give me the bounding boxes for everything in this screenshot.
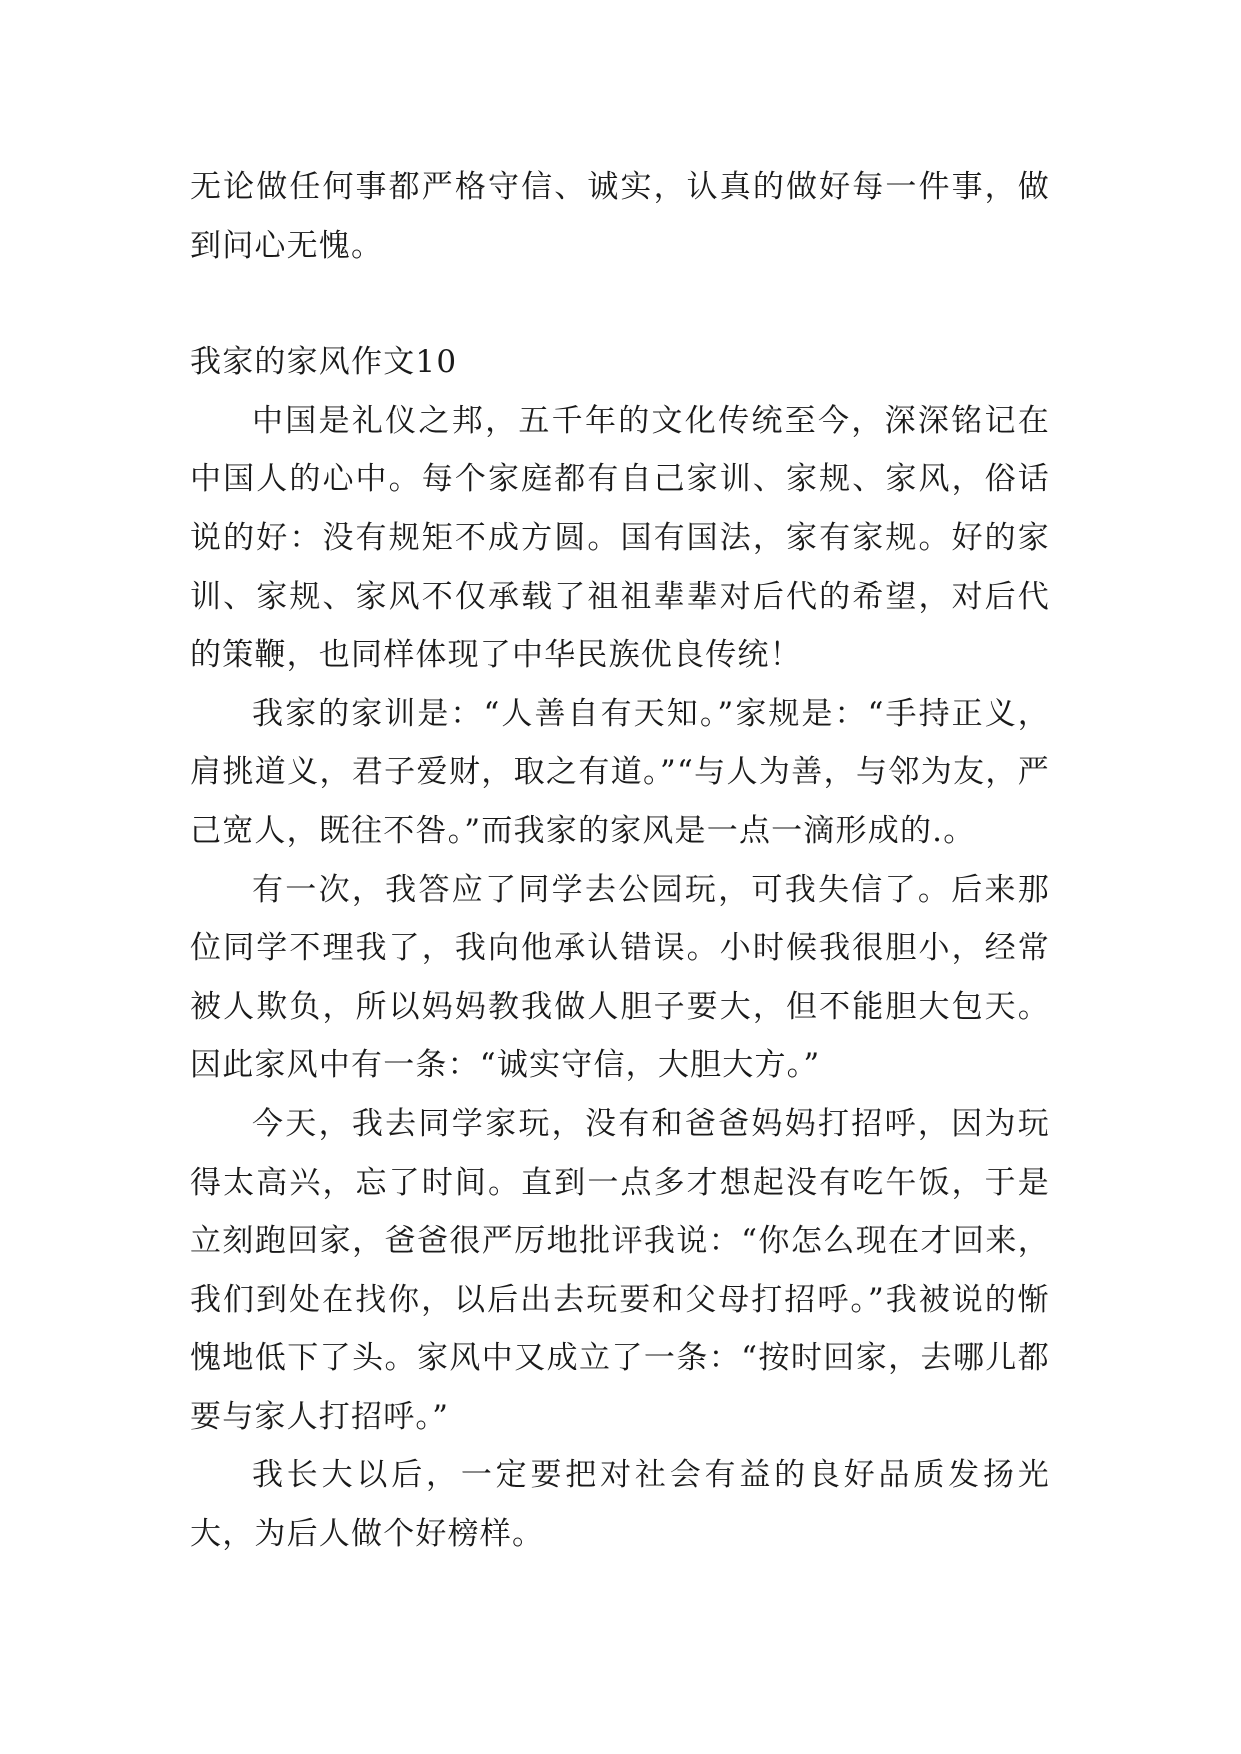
document-body bbox=[190, 158, 1050, 1564]
body-paragraph-4: 今天，我去同学家玩，没有和爸爸妈妈打招呼，因为玩得太高兴，忘了时间。直到一点多才想起没有吃午饭，于是立刻跑回家，爸爸很严厉地批评我说：“你怎么现在才回来，我们到处在找你，以后出去玩要和父母打招呼。”我被说的惭愧地低下了头。家风中又成立了一条：“按时回家，去哪儿都要与家人打招呼。” bbox=[190, 1105, 1050, 1435]
body-paragraph-1: 中国是礼仪之邦，五千年的文化传统至今，深深铭记在中国人的心中。每个家庭都有自己家训、家规、家风，俗话说的好：没有规矩不成方圆。国有国法，家有家规。好的家训、家规、家风不仅承载了祖祖辈辈对后代的希望，对后代的策鞭，也同样体现了中华民族优良传统！ bbox=[190, 402, 1050, 674]
section-title: 我家的家风作文10 bbox=[190, 344, 458, 381]
body-paragraph-5: 我长大以后，一定要把对社会有益的良好品质发扬光大，为后人做个好榜样。 bbox=[190, 1457, 1050, 1553]
intro-paragraph: 无论做任何事都严格守信、诚实，认真的做好每一件事，做到问心无愧。 bbox=[190, 169, 1050, 264]
body-paragraph-2: 我家的家训是：“人善自有天知。”家规是：“手持正义，肩挑道义，君子爱财，取之有道。”“与人为善，与邻为友，严己宽人，既往不咎。”而我家的家风是一点一滴形成的.。 bbox=[190, 695, 1050, 849]
paragraph-gap bbox=[190, 275, 1050, 333]
body-paragraph-3: 有一次，我答应了同学去公园玩，可我失信了。后来那位同学不理我了，我向他承认错误。小时候我很胆小，经常被人欺负，所以妈妈教我做人胆子要大，但不能胆大包天。因此家风中有一条：“诚实守信，大胆大方。” bbox=[190, 871, 1050, 1084]
